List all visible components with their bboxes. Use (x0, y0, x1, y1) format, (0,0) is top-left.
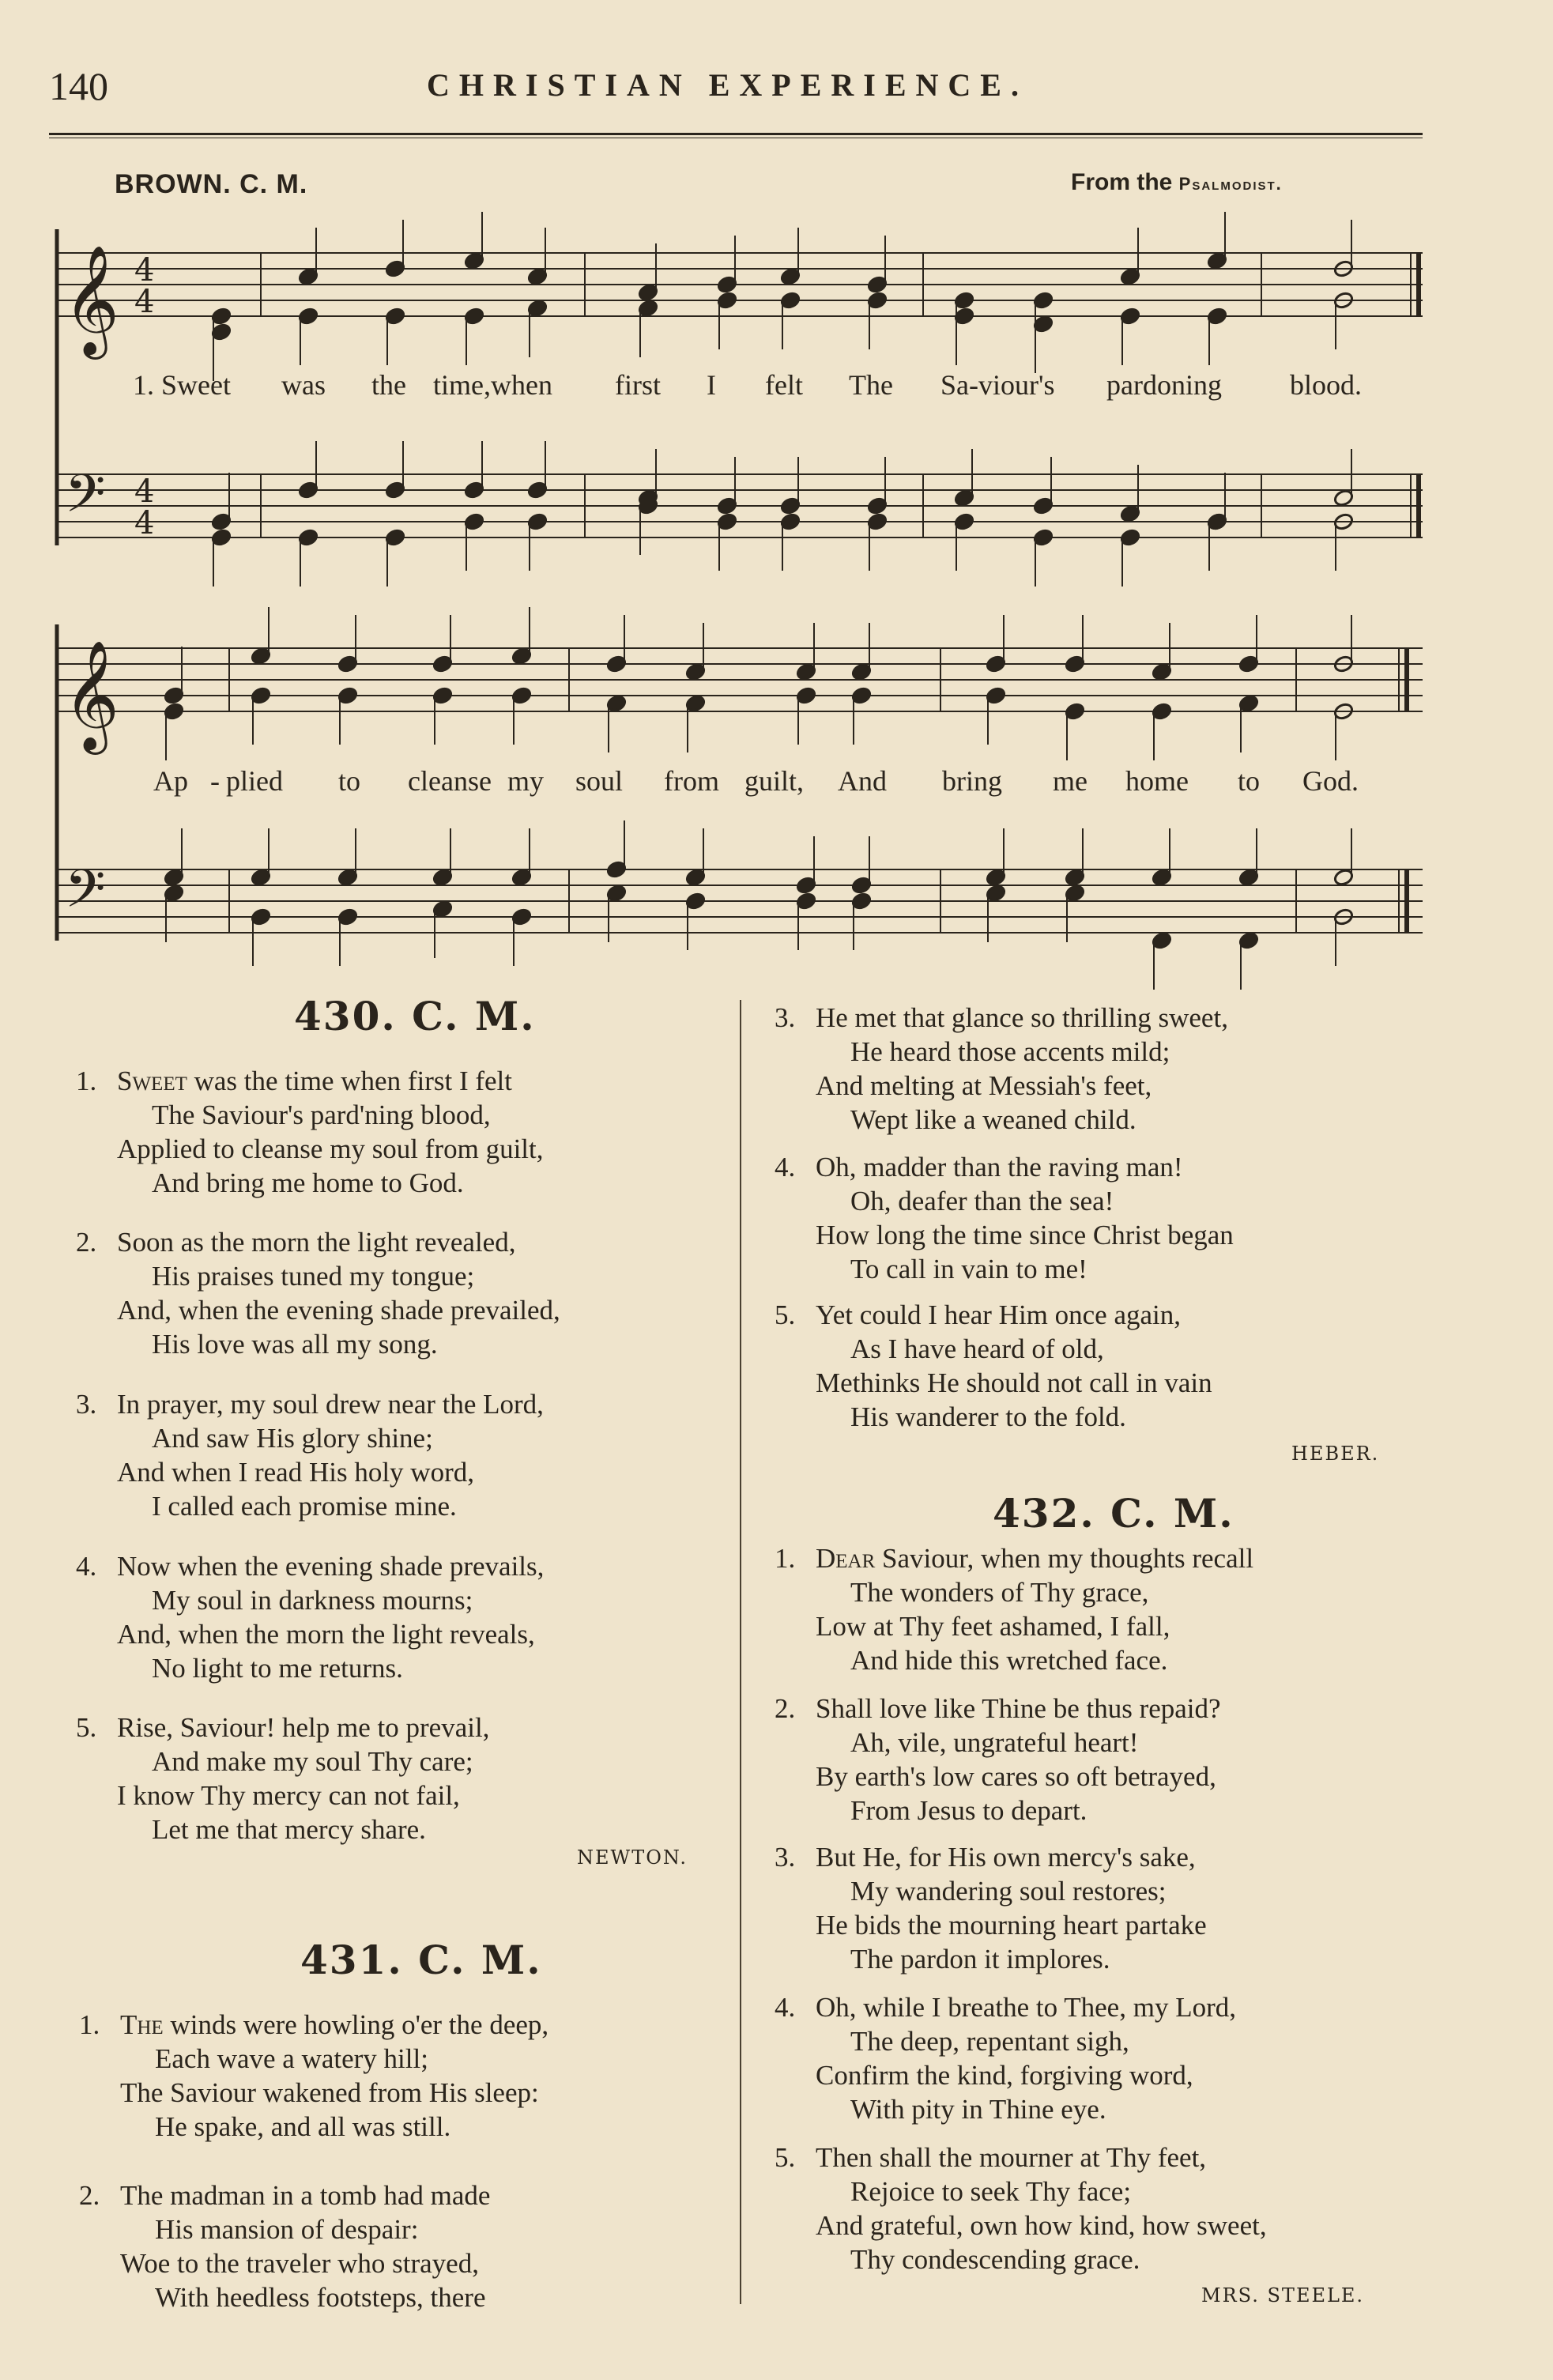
verse-line: The wonders of Thy grace, (850, 1577, 1149, 1608)
verse-line: No light to me returns. (152, 1653, 403, 1684)
lyric-syllable: plied (226, 765, 283, 797)
stanza-number: 1. (76, 1066, 97, 1096)
stanza (775, 1990, 1236, 2126)
stanza-number: 2. (79, 2180, 100, 2211)
hymn-430-heading: 430. C. M. (294, 993, 536, 1039)
lyric-syllable: me (1053, 765, 1087, 797)
stanza (775, 1150, 1234, 1286)
treble-clef-icon: 𝄞 (63, 640, 119, 750)
verse-line: Rise, Saviour! help me to prevail, (117, 1712, 490, 1743)
verse-line: I know Thy mercy can not fail, (117, 1780, 460, 1811)
verse-line: Oh, madder than the raving man! (816, 1152, 1183, 1182)
lyric-syllable: God. (1302, 765, 1359, 797)
verse-line: By earth's low cares so oft betrayed, (816, 1761, 1216, 1792)
verse-line: To call in vain to me! (850, 1254, 1087, 1284)
lyric-syllable: pardoning (1106, 369, 1222, 401)
verse-line: And grateful, own how kind, how sweet, (816, 2210, 1267, 2241)
tune-source-prefix: From the (1071, 169, 1179, 195)
verse-line: I called each promise mine. (152, 1491, 457, 1522)
stanza (76, 1387, 544, 1523)
lyric-syllable: the (371, 369, 406, 401)
hymn-432-author: MRS. STEELE. (1201, 2284, 1365, 2306)
stanza-number: 3. (775, 1002, 796, 1033)
time-signature: 4 (134, 284, 155, 320)
time-signature: 4 (134, 252, 155, 289)
verse-line: And make my soul Thy care; (152, 1746, 473, 1777)
lyric-syllable: And (838, 765, 887, 797)
lyric-syllable: cleanse (408, 765, 492, 797)
verse-line: His praises tuned my tongue; (152, 1261, 475, 1292)
verse-line: Shall love like Thine be thus repaid? (816, 1693, 1221, 1724)
treble-clef-icon: 𝄞 (63, 245, 119, 355)
stanza-number: 3. (76, 1389, 97, 1420)
music-notation (0, 0, 1553, 996)
verse-line: Woe to the traveler who strayed, (120, 2248, 479, 2279)
verse-line: And, when the evening shade prevailed, (117, 1295, 560, 1326)
page-number: 140 (49, 64, 108, 108)
verse-line: And saw His glory shine; (152, 1423, 433, 1454)
stanza-number: 5. (775, 1299, 796, 1330)
verse-line: And, when the morn the light reveals, (117, 1619, 535, 1650)
lyric-syllable: first (615, 369, 661, 401)
verse-line: Oh, while I breathe to Thee, my Lord, (816, 1992, 1236, 2023)
verse-line: He met that glance so thrilling sweet, (816, 1002, 1228, 1033)
hymn-431-author: HEBER. (1291, 1443, 1380, 1465)
lyric-syllable: guilt, (744, 765, 805, 797)
verse-line: Now when the evening shade prevails, (117, 1551, 545, 1582)
stanza (775, 1840, 1207, 1976)
stanza (76, 1225, 560, 1361)
verse-line: The Saviour's pard'ning blood, (152, 1099, 491, 1130)
stanza (775, 2140, 1267, 2276)
verse-line: And bring me home to God. (152, 1167, 464, 1198)
stanza-number: 3. (775, 1842, 796, 1873)
lyric-syllable: felt (765, 369, 803, 401)
verse-line: And when I read His holy word, (117, 1457, 474, 1488)
verse-line: Yet could I hear Him once again, (816, 1299, 1182, 1330)
stanza (775, 1298, 1212, 1434)
stanza-number: 5. (775, 2142, 796, 2173)
hymn-431-heading: 431. C. M. (300, 1937, 542, 1983)
verse-line: The pardon it implores. (850, 1944, 1110, 1975)
lyric-syllable: home (1125, 765, 1189, 797)
lyric-syllable: The (849, 369, 893, 401)
verse-line: And hide this wretched face. (850, 1645, 1168, 1676)
verse-line: Low at Thy feet ashamed, I fall, (816, 1611, 1170, 1642)
verse-line: And melting at Messiah's feet, (816, 1070, 1152, 1101)
verse-line: Confirm the kind, forgiving word, (816, 2060, 1193, 2091)
stanza (79, 2178, 490, 2314)
verse-line: With pity in Thine eye. (850, 2094, 1106, 2125)
stanza (76, 1711, 489, 1846)
stanza (775, 1001, 1228, 1137)
stanza-number: 5. (76, 1712, 97, 1743)
verse-line: My soul in darkness mourns; (152, 1585, 473, 1616)
lyric-syllable: to (1238, 765, 1261, 797)
verse-line: My wandering soul restores; (850, 1876, 1167, 1907)
stanza-number: 2. (775, 1693, 796, 1724)
verse-line: As I have heard of old, (850, 1333, 1104, 1364)
verse-line: He heard those accents mild; (850, 1036, 1170, 1067)
verse-line: How long the time since Christ began (816, 1220, 1234, 1250)
lyric-syllable: time,when (433, 369, 552, 401)
verse-line: With heedless footsteps, there (155, 2282, 486, 2313)
stanza-number: 2. (76, 1227, 97, 1258)
lyric-syllable: Ap (153, 765, 188, 797)
stanza (76, 1064, 544, 1200)
stanza-number: 4. (76, 1551, 97, 1582)
hymn-432-heading: 432. C. M. (993, 1490, 1234, 1537)
verse-line: Wept like a weaned child. (850, 1104, 1136, 1135)
stanza-number: 4. (775, 1152, 796, 1182)
stanza (775, 1692, 1221, 1827)
lyric-syllable: 1. Sweet (133, 369, 231, 401)
hymn-430-author: NEWTON. (577, 1846, 688, 1869)
stanza-number: 1. (775, 1543, 796, 1574)
verse-line: His wanderer to the fold. (850, 1401, 1126, 1432)
lyric-syllable: - (210, 765, 220, 797)
verse-line: He bids the mourning heart partake (816, 1910, 1207, 1941)
verse-line: Thy condescending grace. (850, 2244, 1140, 2275)
verse-line: Then shall the mourner at Thy feet, (816, 2142, 1207, 2173)
stanza-number: 1. (79, 2009, 100, 2040)
bass-clef-icon: 𝄢 (65, 463, 106, 537)
verse-line: Sweet was the time when first I felt (117, 1066, 513, 1096)
verse-line: Applied to cleanse my soul from guilt, (117, 1133, 544, 1164)
verse-line: The deep, repentant sigh, (850, 2026, 1129, 2057)
lyric-syllable: Sa-viour's (940, 369, 1055, 401)
time-signature: 4 (134, 473, 155, 510)
stanza-number: 4. (775, 1992, 796, 2023)
verse-line: The winds were howling o'er the deep, (120, 2009, 549, 2040)
lyric-syllable: bring (942, 765, 1002, 797)
verse-line: Ah, vile, ungrateful heart! (850, 1727, 1139, 1758)
column-divider (740, 1000, 741, 2304)
verse-line: The madman in a tomb had made (120, 2180, 491, 2211)
lyric-syllable: I (707, 369, 716, 401)
verse-line: Soon as the morn the light revealed, (117, 1227, 516, 1258)
verse-line: In prayer, my soul drew near the Lord, (117, 1389, 544, 1420)
verse-line: Rejoice to seek Thy face; (850, 2176, 1132, 2207)
verse-line: His mansion of despair: (155, 2214, 419, 2245)
lyric-syllable: to (338, 765, 361, 797)
lyric-syllable: was (281, 369, 326, 401)
verse-line: Let me that mercy share. (152, 1814, 426, 1845)
verse-line: Oh, deafer than the sea! (850, 1186, 1114, 1216)
running-title: CHRISTIAN EXPERIENCE. (427, 67, 1028, 103)
verse-line: He spake, and all was still. (155, 2111, 451, 2142)
verse-line: Each wave a watery hill; (155, 2043, 428, 2074)
verse-line: But He, for His own mercy's sake, (816, 1842, 1196, 1873)
tune-source-name: Psalmodist. (1178, 174, 1283, 194)
lyric-syllable: from (664, 765, 719, 797)
stanza (79, 2008, 548, 2144)
verse-line: From Jesus to depart. (850, 1795, 1087, 1826)
lyric-syllable: soul (575, 765, 624, 797)
bass-clef-icon: 𝄢 (65, 858, 106, 932)
stanza (775, 1541, 1253, 1677)
verse-line: Dear Saviour, when my thoughts recall (816, 1543, 1254, 1574)
tune-name: BROWN. C. M. (115, 169, 308, 199)
verse-line: Methinks He should not call in vain (816, 1367, 1212, 1398)
lyric-syllable: blood. (1290, 369, 1363, 401)
verse-line: The Saviour wakened from His sleep: (120, 2077, 539, 2108)
stanza (76, 1549, 544, 1685)
verse-line: His love was all my song. (152, 1329, 438, 1360)
time-signature: 4 (134, 505, 155, 541)
lyric-syllable: my (507, 765, 545, 797)
